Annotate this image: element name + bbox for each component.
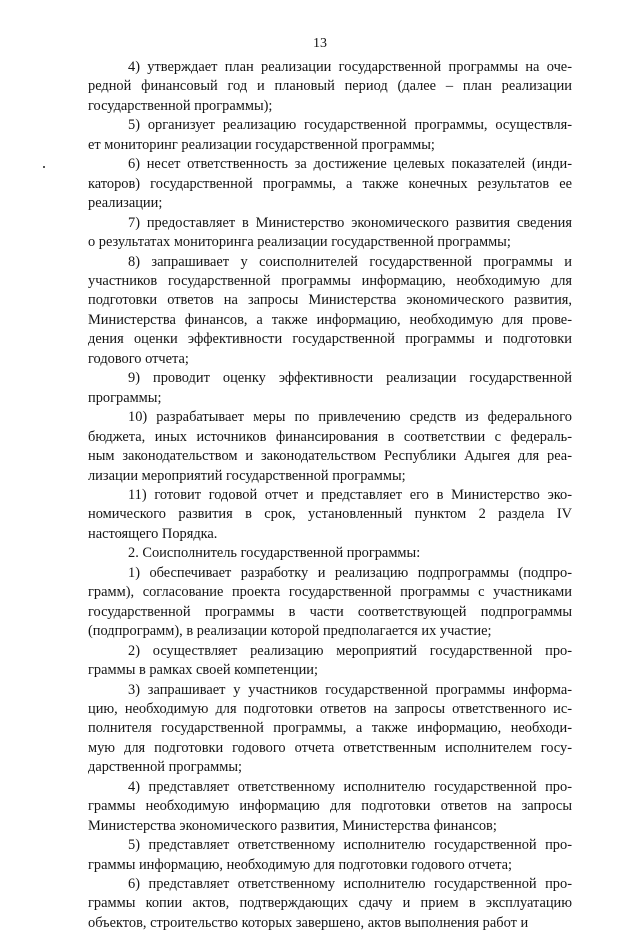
text-line: грамм), согласование проекта государственной программы с участниками	[88, 584, 572, 601]
paragraph	[88, 875, 572, 933]
text-line: дения оценки эффективности государственной программы и подготовки	[88, 331, 572, 348]
text-line: ным законодательством и законодательством Республики Адыгея для реа-	[88, 448, 572, 465]
text-line: полнителя государственной программы, а также информацию, необходи-	[88, 720, 572, 737]
text-line: дарственной программы;	[88, 759, 243, 776]
text-line: Министерства финансов, а также информацию, необходимую для прове-	[88, 311, 572, 328]
text-line: лизации мероприятий государственной программы;	[88, 467, 406, 484]
scan-speck	[43, 166, 45, 168]
paragraph	[88, 253, 572, 370]
paragraph	[88, 486, 572, 544]
text-line: настоящего Порядка.	[88, 525, 218, 542]
text-line: мую для подготовки годового отчета ответственным исполнителем госу-	[88, 739, 572, 756]
document-body	[88, 58, 572, 933]
paragraph	[88, 116, 572, 155]
text-line: граммы копии актов, подтверждающих сдачу и прием в эксплуатацию	[88, 895, 572, 912]
paragraph	[88, 369, 572, 408]
text-line: номического развития в срок, установленный пунктом 2 раздела IV	[88, 506, 572, 523]
text-line: подготовки ответов на запросы Министерства экономического развития,	[88, 292, 572, 309]
paragraph	[88, 836, 572, 875]
text-line: 6) несет ответственность за достижение целевых показателей (инди-	[128, 156, 572, 173]
text-line: граммы необходимую информацию для подготовки ответов на запросы	[88, 798, 572, 815]
text-line: редной финансовый год и плановый период (далее – план реализации	[88, 78, 572, 95]
text-line: объектов, строительство которых завершено, актов выполнения работ и	[88, 914, 529, 931]
text-line: участников государственной программы информацию, необходимую для	[88, 272, 572, 289]
text-line: годового отчета;	[88, 350, 189, 367]
text-line: 3) запрашивает у участников государственной программы информа-	[128, 681, 572, 698]
text-line: (подпрограмм), в реализации которой предполагается их участие;	[88, 623, 492, 640]
text-line: 4) утверждает план реализации государственной программы на оче-	[128, 59, 572, 75]
text-line: 4) представляет ответственному исполнителю государственной про-	[128, 778, 572, 795]
text-line: Министерства экономического развития, Министерства финансов;	[88, 817, 497, 834]
text-line: 2) осуществляет реализацию мероприятий государственной про-	[128, 642, 572, 659]
text-line: каторов) государственной программы, а также конечных результатов ее	[88, 175, 572, 192]
text-line: 6) представляет ответственному исполнителю государственной про-	[128, 876, 572, 893]
paragraph	[88, 642, 572, 681]
text-line: государственной программы в части соответствующей подпрограммы	[88, 603, 572, 620]
text-line: 9) проводит оценку эффективности реализации государственной	[128, 370, 572, 387]
text-line: государственной программы);	[88, 97, 273, 114]
text-line: 10) разрабатывает меры по привлечению средств из федерального	[128, 409, 572, 426]
paragraph	[88, 58, 572, 116]
text-line: программы;	[88, 389, 162, 406]
text-line: 11) готовит годовой отчет и представляет его в Министерство эко-	[128, 486, 572, 503]
text-line: цию, необходимую для подготовки ответов на запросы ответственного ис-	[88, 700, 572, 717]
text-line: 5) организует реализацию государственной программы, осуществля-	[128, 117, 572, 134]
page-number: 13	[313, 36, 327, 51]
text-line: 7) предоставляет в Министерство экономического развития сведения	[128, 214, 572, 231]
paragraph	[88, 214, 572, 253]
text-line: 8) запрашивает у соисполнителей государственной программы и	[128, 253, 572, 270]
paragraph	[88, 408, 572, 486]
text-line: реализации;	[88, 195, 163, 212]
text-line: 5) представляет ответственному исполнителю государственной про-	[128, 837, 572, 854]
text-line: бюджета, иных источников финансирования в соответствии с федераль-	[88, 428, 572, 445]
text-line: 1) обеспечивает разработку и реализацию подпрограммы (подпро-	[128, 564, 572, 581]
text-line: о результатах мониторинга реализации государственной программы;	[88, 234, 511, 251]
paragraph	[88, 155, 572, 213]
text-line: 2. Соисполнитель государственной программы:	[128, 545, 421, 562]
text-line: ет мониторинг реализации государственной программы;	[88, 136, 435, 153]
paragraph	[88, 564, 572, 642]
text-line: граммы в рамках своей компетенции;	[88, 662, 318, 679]
paragraph	[88, 778, 572, 836]
paragraph	[88, 544, 572, 563]
text-line: граммы информацию, необходимую для подготовки годового отчета;	[88, 856, 513, 873]
paragraph	[88, 681, 572, 778]
